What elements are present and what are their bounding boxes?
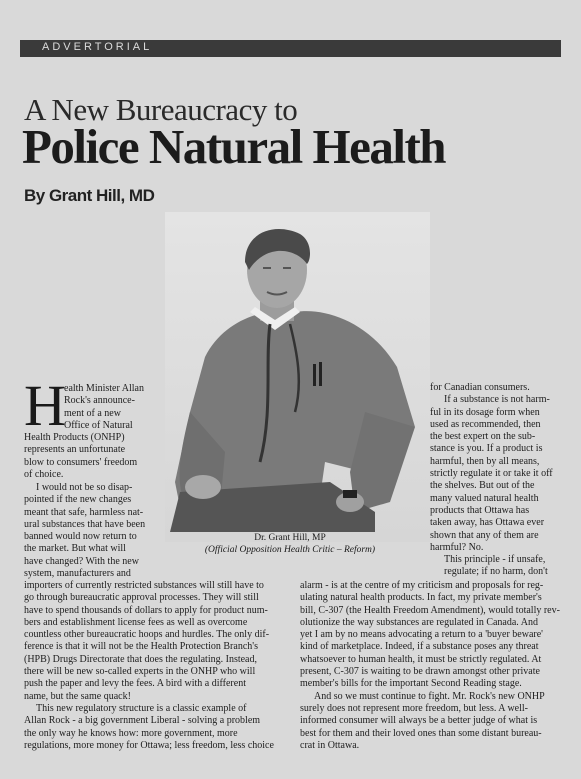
text-line: surely does not represent more freedom, but less. A well- — [300, 702, 528, 714]
text-line: represents an unfortunate — [24, 444, 126, 456]
intro-text-dropcap — [64, 383, 160, 432]
text-line: ference is that it will not be the Health Protection Branch's — [24, 641, 258, 653]
text-line: regulations, more money for Ottawa; less freedom, less choice — [24, 739, 274, 751]
text-line: ful in its dosage form when — [430, 406, 540, 418]
text-line: blow to consumers' freedom — [24, 456, 138, 468]
text-line: of choice. — [24, 468, 64, 480]
text-line: harmful? No. — [430, 541, 484, 553]
text-line: used as recommended, then — [430, 418, 541, 430]
text-line: Allan Rock - a big government Liberal - solving a problem — [24, 715, 261, 727]
text-line: stance is you. If a product is — [430, 443, 543, 455]
byline: By Grant Hill, MD — [24, 186, 155, 205]
text-line: taken away, has Ottawa ever — [430, 517, 545, 529]
text-line: pointed if the new changes — [24, 494, 132, 506]
text-line: regulate; if no harm, don't — [444, 566, 548, 578]
text-line: name, but the same quack! — [24, 690, 131, 702]
text-line: the only way he knows how: more government, more — [24, 727, 238, 739]
headline-line-1: A New Bureaucracy to — [24, 92, 298, 127]
text-line: the market. But what will — [24, 543, 126, 555]
text-line: ment of a new — [64, 407, 121, 419]
text-line: kind of marketplace. Indeed, if a substance poses any threat — [300, 641, 539, 653]
text-line: have changed? With the new — [24, 555, 139, 567]
right-column-top — [430, 382, 565, 579]
text-line: member's bills for the important Second Reading stage. — [300, 678, 522, 690]
text-line: many valued natural health — [430, 492, 539, 504]
text-line: harmful, then by all means, — [430, 455, 540, 467]
text-line: have to spend thousands of dollars to apply for product num- — [24, 604, 268, 616]
text-line: ulating natural health products. In fact, my private member's — [300, 592, 542, 604]
text-line: push the paper and levy the fees. A bird with a different — [24, 678, 246, 690]
text-line: ural substances that have been — [24, 518, 146, 530]
text-line: countless other bureaucratic hoops and hurdles. The only dif- — [24, 629, 270, 641]
text-line: strictly regulate it or take it off — [430, 468, 553, 480]
intro-text — [24, 432, 164, 481]
text-line: crat in Ottawa. — [300, 739, 360, 751]
text-line: importers of currently restricted substances will still have to — [24, 580, 264, 591]
text-line: the shelves. But out of the — [430, 480, 535, 492]
text-line: yet I am by no means advocating a return to a 'buyer beware' — [300, 629, 543, 641]
text-line: products that Ottawa has — [430, 504, 530, 516]
text-line: Health Products (ONHP) — [24, 432, 125, 443]
drop-cap: H — [24, 373, 66, 438]
text-line: go through bureaucratic approval processes. They will still — [24, 592, 259, 604]
text-line: banned would now return to — [24, 531, 137, 543]
text-line: there will be new so-called experts in the ONHP who will — [24, 666, 256, 678]
text-line: shown that any of them are — [430, 529, 539, 541]
headline-line-2: Police Natural Health — [22, 119, 446, 174]
text-line: system, manufacturers and — [24, 568, 131, 580]
text-line: If a substance is not harm- — [444, 394, 550, 406]
text-line: informed consumer will always be a better judge of what is — [300, 715, 538, 727]
caption-role: (Official Opposition Health Critic – Reform) — [204, 545, 376, 555]
banner-label: ADVERTORIAL — [42, 41, 153, 53]
text-line: (HPB) Drugs Directorate that does the regulating. Instead, — [24, 653, 257, 665]
author-photo — [165, 212, 430, 542]
text-line: best for them and their loved ones than some distant bureau- — [300, 727, 542, 739]
photo-caption — [150, 532, 430, 556]
text-line: Office of Natural — [64, 419, 133, 431]
right-column-body — [300, 580, 562, 752]
text-line: olutionize the way substances are regulated in Canada. And — [300, 616, 538, 628]
text-line: Rock's announce- — [64, 395, 135, 407]
text-line: This new regulatory structure is a classic example of — [36, 702, 247, 714]
text-line: I would not be so disap- — [36, 482, 133, 493]
left-column-body — [24, 580, 294, 752]
advertorial-banner — [20, 40, 561, 57]
text-line: bill, C-307 (the Health Freedom Amendment), would totally rev- — [300, 604, 560, 616]
paragraph-2 — [24, 482, 164, 580]
text-line: ealth Minister Allan — [64, 383, 144, 394]
text-line: present, C-307 is waiting to be drawn amongst other private — [300, 666, 540, 678]
text-line: And so we must continue to fight. Mr. Rock's new ONHP — [314, 690, 545, 702]
text-line: the best expert on the sub- — [430, 431, 536, 443]
text-line: alarm - is at the centre of my criticism and proposals for reg- — [300, 580, 544, 591]
text-line: whatsoever to human health, it must be strictly regulated. At — [300, 653, 542, 665]
caption-name: Dr. Grant Hill, MP — [254, 533, 326, 543]
text-line: for Canadian consumers. — [430, 382, 530, 393]
text-line: This principle - if unsafe, — [444, 554, 546, 566]
text-line: bers and establishment license fees as well as overcome — [24, 616, 248, 628]
text-line: meant that safe, harmless nat- — [24, 506, 144, 518]
